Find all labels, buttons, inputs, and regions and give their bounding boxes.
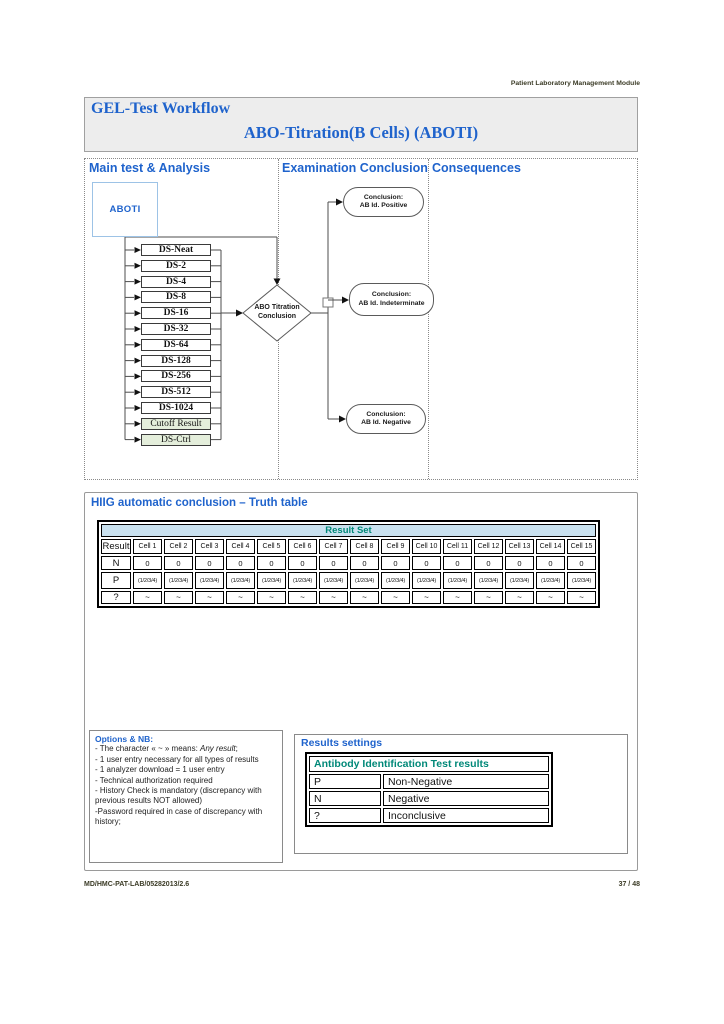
truth-cell-r1-c10: (1/2/3/4) bbox=[412, 572, 441, 589]
truth-cell-r2-c9: ~ bbox=[381, 591, 410, 604]
module-note: Patient Laboratory Management Module bbox=[510, 80, 640, 87]
ds-box-ds-16: DS-16 bbox=[141, 307, 211, 319]
aboti-root-box: ABOTI bbox=[92, 182, 158, 237]
truth-col-cell-5: Cell 5 bbox=[257, 539, 286, 554]
conclusion-indeterminate-line1: Conclusion: bbox=[371, 291, 412, 298]
antibody-meaning-0: Non-Negative bbox=[383, 774, 549, 789]
decision-line2: Conclusion bbox=[257, 312, 297, 320]
options-line-4: - Technical authorization required bbox=[95, 775, 213, 785]
truth-row-label-0: N bbox=[101, 556, 131, 570]
conclusion-negative-line1: Conclusion: bbox=[366, 410, 406, 418]
options-line1-suffix: ; bbox=[235, 744, 238, 754]
decision-diamond-label bbox=[245, 304, 309, 321]
truth-col-cell-4: Cell 4 bbox=[226, 539, 255, 554]
options-line1-italic: Any result bbox=[200, 744, 236, 754]
truth-col-cell-15: Cell 15 bbox=[567, 539, 596, 554]
footer-page-number: 37 / 48 bbox=[618, 881, 640, 888]
truth-cell-r2-c12: ~ bbox=[474, 591, 503, 604]
truth-cell-r0-c14: 0 bbox=[536, 556, 565, 570]
antibody-code-1: N bbox=[309, 791, 381, 806]
truth-cell-r0-c5: 0 bbox=[257, 556, 286, 570]
options-line-6: -Password required in case of discrepancy with history; bbox=[95, 806, 263, 827]
ds-box-ds-512: DS-512 bbox=[141, 386, 211, 398]
truth-cell-r2-c14: ~ bbox=[536, 591, 565, 604]
truth-cell-r1-c11: (1/2/3/4) bbox=[443, 572, 472, 589]
conclusion-indeterminate-bubble bbox=[349, 283, 434, 316]
ds-box-ds-1024: DS-1024 bbox=[141, 402, 211, 414]
truth-cell-r0-c9: 0 bbox=[381, 556, 410, 570]
ds-box-ds-ctrl: DS-Ctrl bbox=[141, 434, 211, 446]
truth-cell-r2-c10: ~ bbox=[412, 591, 441, 604]
truth-cell-r0-c11: 0 bbox=[443, 556, 472, 570]
truth-cell-r2-c11: ~ bbox=[443, 591, 472, 604]
truth-col-cell-1: Cell 1 bbox=[133, 539, 162, 554]
options-line-3: - 1 analyzer download = 1 user entry bbox=[95, 765, 225, 775]
truth-cell-r1-c5: (1/2/3/4) bbox=[257, 572, 286, 589]
truth-col-cell-7: Cell 7 bbox=[319, 539, 348, 554]
decision-line1: ABO Titration bbox=[254, 304, 300, 311]
ds-box-ds-64: DS-64 bbox=[141, 339, 211, 351]
truth-cell-r0-c2: 0 bbox=[164, 556, 193, 570]
truth-cell-r2-c3: ~ bbox=[195, 591, 224, 604]
page-subtitle: ABO-Titration(B Cells) (ABOTI) bbox=[243, 123, 479, 142]
arrowhead-into-decision-left bbox=[236, 310, 243, 317]
options-line-5: - History Check is mandatory (discrepancy with previous results NOT allowed) bbox=[95, 786, 262, 806]
results-settings-heading: Results settings bbox=[301, 737, 383, 749]
truth-col-cell-14: Cell 14 bbox=[536, 539, 565, 554]
truth-col-cell-6: Cell 6 bbox=[288, 539, 317, 554]
connector-jog bbox=[323, 298, 333, 307]
truth-cell-r0-c10: 0 bbox=[412, 556, 441, 570]
footer-document-id: MD/HMC-PAT-LAB/05282013/2.6 bbox=[84, 881, 190, 888]
conclusion-indeterminate-line2: AB Id. Indeterminate bbox=[358, 299, 425, 307]
truth-cell-r0-c15: 0 bbox=[567, 556, 596, 570]
workflow-diagram bbox=[84, 158, 638, 480]
antibody-results-table bbox=[305, 752, 553, 827]
truth-cell-r2-c13: ~ bbox=[505, 591, 534, 604]
truth-col-cell-9: Cell 9 bbox=[381, 539, 410, 554]
truth-cell-r1-c9: (1/2/3/4) bbox=[381, 572, 410, 589]
options-box bbox=[89, 730, 283, 863]
truth-cell-r1-c14: (1/2/3/4) bbox=[536, 572, 565, 589]
truth-cell-r2-c15: ~ bbox=[567, 591, 596, 604]
truth-cell-r1-c7: (1/2/3/4) bbox=[319, 572, 348, 589]
ds-box-ds-4: DS-4 bbox=[141, 276, 211, 288]
truth-cell-r0-c13: 0 bbox=[505, 556, 534, 570]
conclusion-positive-line2: AB Id. Positive bbox=[359, 202, 408, 209]
truth-cell-r2-c1: ~ bbox=[133, 591, 162, 604]
truth-cell-r2-c6: ~ bbox=[288, 591, 317, 604]
column-header-main-test: Main test & Analysis bbox=[89, 161, 211, 175]
truth-cell-r0-c1: 0 bbox=[133, 556, 162, 570]
truth-cell-r0-c3: 0 bbox=[195, 556, 224, 570]
antibody-table-title: Antibody Identification Test results bbox=[309, 756, 549, 772]
truth-col-cell-12: Cell 12 bbox=[474, 539, 503, 554]
truth-cell-r1-c1: (1/2/3/4) bbox=[133, 572, 162, 589]
results-settings-box bbox=[294, 734, 628, 854]
antibody-meaning-1: Negative bbox=[383, 791, 549, 806]
page-header bbox=[84, 97, 638, 152]
ds-box-ds-2: DS-2 bbox=[141, 260, 211, 272]
antibody-code-0: P bbox=[309, 774, 381, 789]
ds-box-cutoff-result: Cutoff Result bbox=[141, 418, 211, 430]
column-header-consequences: Consequences bbox=[432, 161, 521, 175]
truth-col-cell-2: Cell 2 bbox=[164, 539, 193, 554]
options-line-2: - 1 user entry necessary for all types of results bbox=[95, 754, 259, 764]
truth-col-cell-3: Cell 3 bbox=[195, 539, 224, 554]
truth-cell-r1-c6: (1/2/3/4) bbox=[288, 572, 317, 589]
antibody-meaning-2: Inconclusive bbox=[383, 808, 549, 823]
truth-col-cell-11: Cell 11 bbox=[443, 539, 472, 554]
truth-cell-r0-c7: 0 bbox=[319, 556, 348, 570]
options-line-any-result bbox=[95, 744, 277, 754]
arrowhead-into-indeterminate bbox=[342, 297, 349, 304]
arrowhead-into-negative bbox=[339, 416, 346, 423]
truth-table-section bbox=[84, 492, 638, 871]
antibody-code-2: ? bbox=[309, 808, 381, 823]
truth-cell-r2-c2: ~ bbox=[164, 591, 193, 604]
conclusion-positive-line1: Conclusion: bbox=[363, 193, 404, 201]
arrowhead-into-positive bbox=[336, 199, 343, 206]
truth-cell-r2-c8: ~ bbox=[350, 591, 379, 604]
truth-table bbox=[97, 520, 600, 608]
truth-col-cell-13: Cell 13 bbox=[505, 539, 534, 554]
truth-row-label-1: P bbox=[101, 572, 131, 589]
truth-cell-r2-c4: ~ bbox=[226, 591, 255, 604]
truth-cell-r1-c13: (1/2/3/4) bbox=[505, 572, 534, 589]
truth-row-label-2: ? bbox=[101, 591, 131, 604]
ds-box-ds-256: DS-256 bbox=[141, 370, 211, 382]
truth-col-cell-8: Cell 8 bbox=[350, 539, 379, 554]
ds-box-ds-8: DS-8 bbox=[141, 291, 211, 303]
truth-cell-r0-c8: 0 bbox=[350, 556, 379, 570]
truth-col-result: Result bbox=[102, 541, 130, 552]
arrowhead-into-decision-top bbox=[274, 279, 281, 286]
truth-col-cell-10: Cell 10 bbox=[412, 539, 441, 554]
ds-box-ds-128: DS-128 bbox=[141, 355, 211, 367]
conclusion-negative-bubble bbox=[346, 404, 426, 434]
column-header-examination-conclusion: Examination Conclusion bbox=[282, 161, 428, 175]
truth-cell-r2-c5: ~ bbox=[257, 591, 286, 604]
page-title: GEL-Test Workflow bbox=[91, 100, 231, 117]
options-heading: Options & NB: bbox=[95, 734, 154, 744]
truth-cell-r1-c8: (1/2/3/4) bbox=[350, 572, 379, 589]
truth-cell-r1-c2: (1/2/3/4) bbox=[164, 572, 193, 589]
truth-cell-r0-c6: 0 bbox=[288, 556, 317, 570]
ds-box-ds-32: DS-32 bbox=[141, 323, 211, 335]
truth-cell-r1-c4: (1/2/3/4) bbox=[226, 572, 255, 589]
truth-cell-r1-c12: (1/2/3/4) bbox=[474, 572, 503, 589]
truth-cell-r0-c4: 0 bbox=[226, 556, 255, 570]
result-set-band: Result Set bbox=[101, 524, 596, 537]
options-line1-prefix: - The character « ~ » means: bbox=[95, 744, 201, 754]
truth-table-heading: HIIG automatic conclusion – Truth table bbox=[91, 497, 308, 509]
truth-cell-r1-c3: (1/2/3/4) bbox=[195, 572, 224, 589]
conclusion-positive-bubble bbox=[343, 187, 424, 217]
conclusion-negative-line2: AB Id. Negative bbox=[361, 419, 411, 426]
truth-cell-r0-c12: 0 bbox=[474, 556, 503, 570]
ds-box-ds-neat: DS-Neat bbox=[141, 244, 211, 256]
truth-cell-r2-c7: ~ bbox=[319, 591, 348, 604]
truth-cell-r1-c15: (1/2/3/4) bbox=[567, 572, 596, 589]
